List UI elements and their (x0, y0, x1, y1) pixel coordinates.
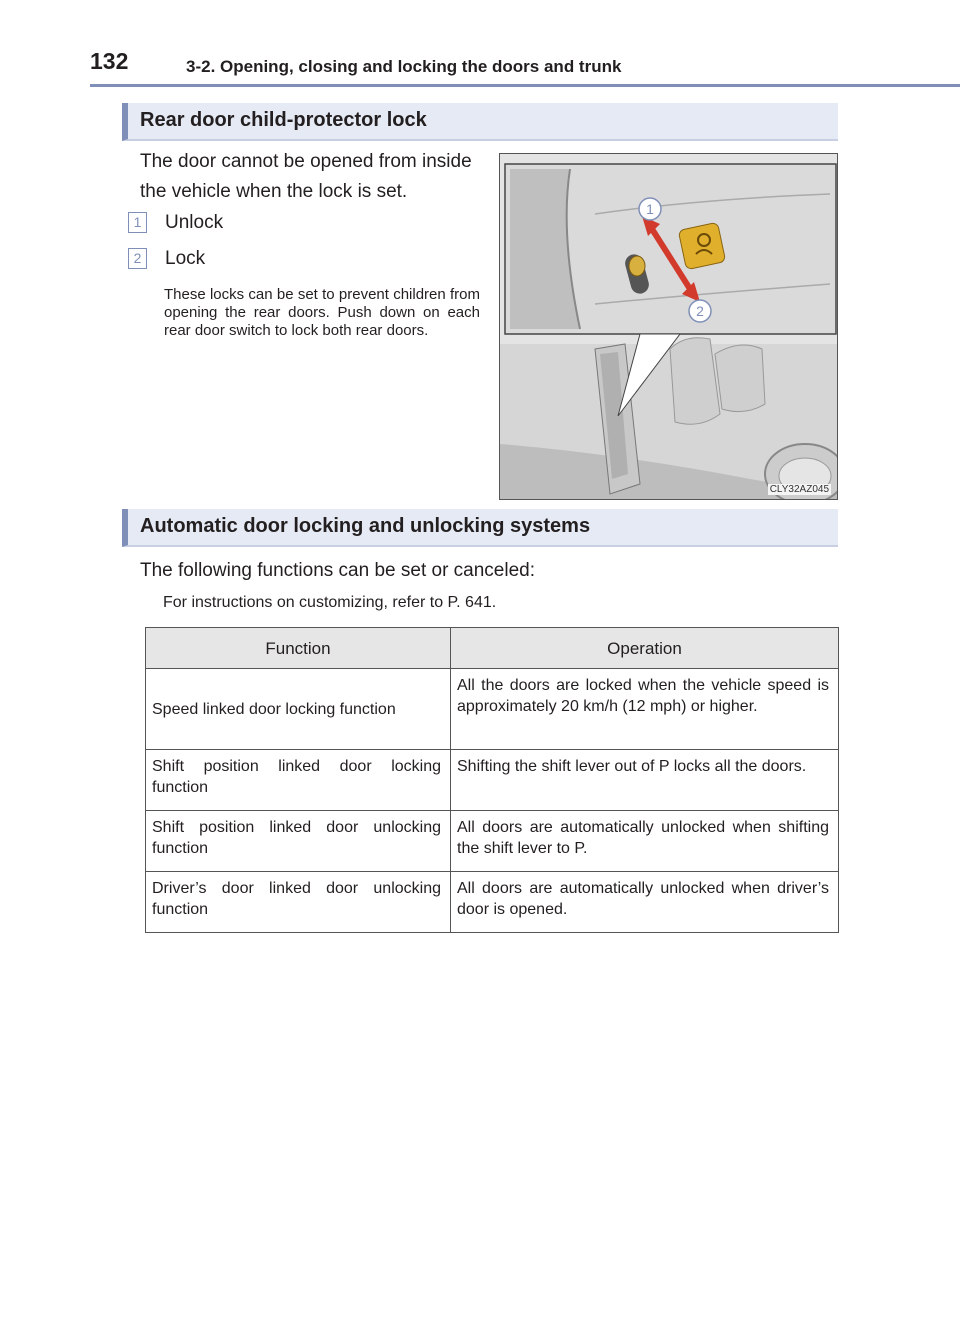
header-rule (90, 84, 960, 87)
functions-table (145, 627, 839, 933)
section-title: Automatic door locking and unlocking systems (140, 515, 591, 537)
header-operation: Operation (451, 628, 839, 669)
function-cell: Shift position linked door unlocking function (146, 811, 451, 872)
car-door-illustration (500, 154, 838, 500)
figure-callout-2: 2 (696, 303, 704, 319)
function-cell: Driver’s door linked door unlocking function (146, 872, 451, 933)
table-row (146, 872, 839, 933)
function-cell: Shift position linked door locking function (146, 750, 451, 811)
item-label: Lock (165, 248, 206, 269)
table-row (146, 669, 839, 750)
intro-line-2: the vehicle when the lock is set. (140, 181, 408, 202)
figure-callout-1: 1 (646, 201, 654, 217)
table-header-row (146, 628, 839, 669)
list-item-unlock (128, 212, 223, 242)
table-row (146, 811, 839, 872)
section-heading-child-lock (122, 103, 838, 141)
child-lock-figure (499, 153, 838, 500)
section-heading-auto-lock (122, 509, 838, 547)
operation-cell: All the doors are locked when the vehicle speed is approximately 20 km/h (12 mph) or higher. (451, 669, 839, 750)
intro-text (140, 147, 472, 207)
section-title: Rear door child-protector lock (140, 109, 427, 131)
note-text: These locks can be set to prevent children from opening the rear doors. Push down on each rear door switch to lock both rear doors. (164, 286, 480, 339)
operation-cell: All doors are automatically unlocked when shifting the shift lever to P. (451, 811, 839, 872)
operation-cell: All doors are automatically unlocked when driver’s door is opened. (451, 872, 839, 933)
intro-line-1: The door cannot be opened from inside (140, 151, 472, 172)
table-row (146, 750, 839, 811)
operation-cell: Shifting the shift lever out of P locks all the doors. (451, 750, 839, 811)
item-number-badge: 2 (128, 248, 147, 269)
customizing-reference: For instructions on customizing, refer to P. 641. (163, 594, 497, 611)
page-number: 132 (90, 48, 129, 74)
item-label: Unlock (165, 212, 224, 233)
function-cell: Speed linked door locking function (146, 669, 451, 750)
functions-intro: The following functions can be set or canceled: (140, 560, 536, 581)
header-function: Function (146, 628, 451, 669)
item-number-badge: 1 (128, 212, 147, 233)
running-head: 3-2. Opening, closing and locking the doors and trunk (186, 57, 622, 76)
figure-code: CLY32AZ045 (769, 484, 829, 495)
list-item-lock (128, 248, 205, 278)
